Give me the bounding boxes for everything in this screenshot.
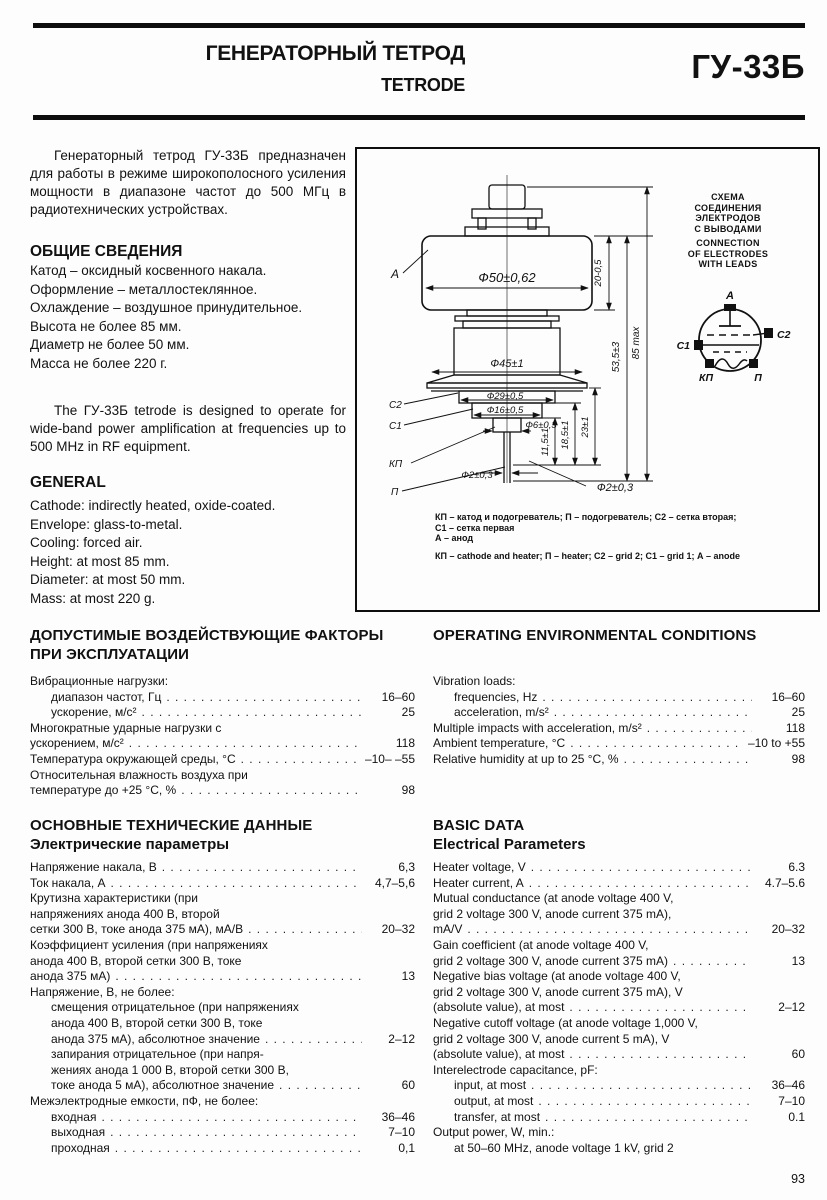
param-wrap-line: анода 400 В, второй сетки 300 В, токе [30,953,242,968]
param-label: Heater voltage, V [433,860,526,874]
dot-leader [569,1000,752,1016]
general-info-line: Envelope: glass-to-metal. [30,516,183,532]
param-label: output, at most [454,1093,534,1108]
section-subheading: Электрические параметры [30,836,230,853]
param-value: 20–32 [771,922,805,937]
param-row [30,705,415,721]
general-info-list-en [30,497,360,608]
param-row [433,1063,805,1079]
param-rows [30,674,415,799]
param-wrap-line: Negative cutoff voltage (at anode voltage 1,000 V, [433,1015,698,1030]
dim-label-h85: 85 max [631,326,642,360]
param-label: input, at most [454,1078,527,1093]
schematic-title-line: ЭЛЕКТРОДОВ [695,213,761,223]
dot-leader [554,705,752,721]
param-label: acceleration, m/s² [454,705,549,720]
dim-label-h23: 23±1 [580,416,591,438]
param-wrap-line: запирания отрицательное (при напря- [51,1047,264,1062]
dot-leader [279,1078,362,1094]
param-wrap-line: Многократные ударные нагрузки с [30,720,222,735]
dot-leader [542,690,752,706]
tube-model: ГУ-33Б [691,48,805,85]
schematic-title-line: CONNECTION [696,238,760,248]
param-row [433,1094,805,1110]
param-row [433,876,805,892]
param-row [30,876,415,892]
param-rows [433,674,805,768]
dot-leader [129,736,362,752]
param-value: 25 [791,705,805,720]
dot-leader [110,1125,362,1141]
param-value: 0,1 [398,1140,415,1155]
param-label: анода 375 мА) [30,969,111,984]
general-info-line: Diameter: at most 50 mm. [30,572,186,587]
param-label: Ток накала, А [30,875,106,890]
param-label: (absolute value), at most [433,1000,565,1015]
param-value: 25 [401,705,415,720]
param-row [433,860,805,876]
schematic-pin-label-heater: П [754,372,762,384]
param-row [30,721,415,752]
param-wrap-lines [30,768,415,784]
drawing-legend-en [435,551,807,562]
dot-leader [538,1094,752,1110]
section-basic-data-ru [30,816,415,1155]
dim-label-d50: Ф50±0,62 [478,270,536,285]
param-label: (absolute value), at most [433,1047,565,1062]
param-wrap-line: Крутизна характеристики (при [30,891,198,906]
title-russian: ГЕНЕРАТОРНЫЙ ТЕТРОД [205,42,465,65]
param-label: анода 375 мА), абсолютное значение [51,1031,260,1046]
heading-general-ru: ОБЩИЕ СВЕДЕНИЯ [30,243,183,260]
lead-label-kp: КП [389,459,403,470]
param-row [30,1110,415,1126]
param-label: frequencies, Hz [454,689,538,704]
param-row [30,938,415,985]
param-label: ускорением, м/с² [30,736,124,751]
dim-label-d6: Ф6±0,3 [525,420,557,431]
dot-leader [265,1032,362,1048]
dim-label-d2-right: Ф2±0,3 [596,482,634,494]
param-value: 4,7–5,6 [374,875,415,890]
dimension-lines [402,187,653,491]
legend-line: КП – катод и подогреватель; П – подогреватель; С2 – сетка вторая; [435,512,737,522]
param-value: 118 [785,720,805,735]
general-info-line: Оформление – металлостеклянное. [30,281,258,297]
param-wrap-line: Gain coefficient (at anode voltage 400 V, [433,937,649,952]
param-label: Multiple impacts with acceleration, m/s² [433,720,642,735]
param-wrap-line: анода 400 В, второй сетки 300 В, токе [51,1015,263,1030]
dot-leader [545,1110,752,1126]
general-info-line: Высота не более 85 мм. [30,318,182,334]
param-wrap-line: Коэффициент усиления (при напряжениях [30,937,268,952]
param-value: 2–12 [778,1000,805,1015]
schematic-title-line: СХЕМА [711,192,745,202]
param-label: Vibration loads: [433,674,516,688]
page-number: 93 [791,1172,805,1186]
param-wrap-line: Относительная влажность воздуха при [30,767,248,782]
dot-leader [673,954,752,970]
param-label: ускорение, м/с² [51,705,137,720]
param-wrap-lines [30,721,415,737]
param-row [433,938,805,969]
param-label: Напряжение накала, В [30,860,157,874]
dim-label-d29: Ф29±0,5 [486,391,524,402]
param-row [433,969,805,1016]
param-value: 16–60 [381,689,415,704]
general-info-line: Cooling: forced air. [30,535,143,550]
schematic-title-ru [655,192,801,234]
param-row [433,736,805,752]
param-row [433,674,805,690]
param-row [433,721,805,737]
param-wrap-line: grid 2 voltage 300 V, anode current 375 mA), [433,906,672,921]
section-basic-data-en [433,816,805,1155]
general-info-line: Охлаждение – воздушное принудительное. [30,300,303,315]
param-wrap-lines [433,938,805,954]
param-value: 36–46 [381,1109,415,1124]
param-rows [433,860,805,1156]
param-label: Ambient temperature, °C [433,736,566,751]
param-row [30,1047,415,1094]
param-label: Heater current, A [433,875,524,890]
schematic-pin-label-grid1: С1 [676,340,690,352]
param-label: Напряжение, В, не более: [30,984,175,999]
param-value: 0.1 [788,1109,805,1124]
dim-label-d45: Ф45±1 [490,358,524,370]
general-info-line: Height: at most 85 mm. [30,553,170,569]
dot-leader [529,876,752,892]
param-row [433,690,805,706]
section-heading: BASIC DATA [433,817,525,834]
dot-leader [467,922,752,938]
param-label: transfer, at most [454,1109,541,1124]
general-info-line: Cathode: indirectly heated, oxide-coated. [30,498,276,513]
param-rows [30,860,415,1156]
param-label: Output power, W, min.: [433,1125,555,1140]
param-row [433,705,805,721]
param-label: выходная [51,1125,106,1140]
param-label: проходная [51,1140,110,1155]
dot-leader [241,752,360,768]
param-wrap-line: смещения отрицательное (при напряжениях [51,1000,299,1015]
param-row [30,768,415,799]
lead-label-c2: С2 [389,400,402,411]
schematic-title-line: OF ELECTRODES [687,248,769,259]
param-value: 16–60 [771,689,805,704]
dot-leader [531,1078,752,1094]
dot-leader [166,690,362,706]
param-label: grid 2 voltage 300 V, anode current 375 mA) [433,953,669,968]
param-row [30,1125,415,1141]
param-wrap-lines [433,969,805,1000]
param-wrap-line: grid 2 voltage 300 V, anode current 5 mA), V [433,1031,670,1046]
lead-label-p: П [391,487,399,498]
param-row [30,1141,415,1157]
param-row [433,752,805,768]
param-wrap-line: напряжениях анода 400 В, второй [30,906,220,921]
legend-line: А – анод [435,533,474,543]
param-label: Вибрационные нагрузки: [30,674,169,688]
section-heading: OPERATING ENVIRONMENTAL CONDITIONS [433,627,757,644]
schematic-title-en [655,238,801,270]
legend-line: С1 – сетка первая [435,522,515,533]
general-info-line: Масса не более 220 г. [30,355,168,371]
dim-label-h18: 18,5±1 [560,420,571,450]
param-row [30,690,415,706]
param-value: 13 [401,969,415,984]
intro-paragraph-en: The ГУ-33Б tetrode is designed to operate for wide-band power amplification at frequencies up to 500 MHz in RF equipment. [30,403,346,454]
param-value: 60 [401,1078,415,1093]
param-label: температуре до +25 °С, % [30,783,177,798]
param-wrap-lines [30,938,415,969]
schematic-pin-label-anode: А [726,290,734,302]
param-label: at 50–60 MHz, anode voltage 1 kV, grid 2 [454,1140,674,1155]
param-label: Межэлектродные емкости, пФ, не более: [30,1093,259,1108]
param-value: 13 [791,953,805,968]
general-info-list-ru [30,262,360,373]
param-value: 118 [395,736,415,751]
param-row [433,1016,805,1063]
param-value: 7–10 [778,1093,805,1108]
param-row [30,1094,415,1110]
param-row [433,1110,805,1126]
drawing-legend-ru [435,512,807,544]
dot-leader [624,752,752,768]
dot-leader [569,1047,752,1063]
dot-leader [162,860,362,876]
param-label: Температура окружающей среды, °С [30,751,236,766]
param-value: 60 [791,1047,805,1062]
legend-line: КП – cathode and heater; П – heater; С2 – grid 2; С1 – grid 1; А – anode [435,551,741,561]
general-info-line: Катод – оксидный косвенного накала. [30,263,267,278]
param-value: 20–32 [381,922,415,937]
heading-general-en: GENERAL [30,474,106,491]
param-wrap-line: Mutual conductance (at anode voltage 400 V, [433,891,674,906]
param-row [30,674,415,690]
dot-leader [570,736,743,752]
param-row [433,891,805,938]
section-environmental-en [433,626,805,766]
param-wrap-line: жениях анода 1 000 В, второй сетки 300 В, [51,1062,289,1077]
param-row [30,1000,415,1047]
param-row [433,1078,805,1094]
param-label: токе анода 5 мА), абсолютное значение [51,1078,275,1093]
dot-leader [101,1110,362,1126]
param-value: –10– –55 [364,751,415,766]
param-wrap-lines [433,1016,805,1047]
param-wrap-line: grid 2 voltage 300 V, anode current 375 mA), V [433,984,683,999]
top-rule [33,23,805,28]
param-row [433,1141,805,1157]
dim-label-h20: 20-0,5 [593,259,604,287]
param-row [30,752,415,768]
param-value: 7–10 [388,1125,415,1140]
title-english: TETRODE [381,75,465,95]
lead-label-c1: С1 [389,421,402,432]
param-row [30,860,415,876]
param-label: диапазон частот, Гц [51,689,162,704]
schematic-title-line: СОЕДИНЕНИЯ [694,202,762,213]
general-info-line: Mass: at most 220 g. [30,590,156,606]
dim-label-d2-bottom: Ф2±0,3 [461,470,493,481]
dot-leader [647,721,752,737]
param-value: 36–46 [771,1078,805,1093]
schematic-pin-label-cathode-heater: КП [698,372,714,384]
param-label: Interelectrode capacitance, pF: [433,1062,598,1077]
intro-paragraph-ru: Генераторный тетрод ГУ-33Б предназначен для работы в режиме широкополосного усиления мощности в диапазоне частот до 500 МГц в радиотехнических устройствах. [30,148,346,217]
anode-pointer-label: А [391,267,400,281]
param-value: 4.7–5.6 [764,875,805,890]
param-row [30,985,415,1001]
param-value: 98 [791,751,805,766]
param-row [30,891,415,938]
dim-label-h11: 11,5±1 [540,427,551,457]
param-value: –10 to +55 [747,736,805,751]
param-wrap-lines [30,891,415,922]
section-subheading: Electrical Parameters [433,836,586,853]
param-value: 6,3 [398,860,415,874]
param-value: 98 [401,783,415,798]
param-wrap-lines [51,1000,415,1031]
section-heading: ОСНОВНЫЕ ТЕХНИЧЕСКИЕ ДАННЫЕ [30,817,313,834]
param-label: Relative humidity at up to 25 °C, % [433,751,619,766]
dot-leader [142,705,362,721]
dot-leader [248,922,362,938]
section-environmental-ru [30,626,415,798]
param-label: сетки 300 В, токе анода 375 мА), мА/В [30,922,244,937]
param-wrap-lines [51,1047,415,1078]
dot-leader [181,783,362,799]
header-titles [140,42,465,96]
dot-leader [111,876,363,892]
dot-leader [115,969,362,985]
param-value: 2–12 [388,1031,415,1046]
param-label: mA/V [433,922,463,937]
section-heading: ДОПУСТИМЫЕ ВОЗДЕЙСТВУЮЩИЕ ФАКТОРЫ ПРИ ЭКСПЛУАТАЦИИ [30,627,384,663]
general-info-line: Диаметр не более 50 мм. [30,337,190,352]
dot-leader [531,860,752,876]
electrode-schematic [677,290,791,384]
param-value: 6.3 [788,860,805,874]
param-wrap-line: Negative bias voltage (at anode voltage 400 V, [433,969,681,984]
param-row [433,1125,805,1141]
schematic-title-line: С ВЫВОДАМИ [694,223,762,234]
dot-leader [115,1141,362,1157]
schematic-title-line: WITH LEADS [698,259,758,269]
param-label: входная [51,1109,97,1124]
dim-label-h53: 53,5±3 [611,341,622,373]
param-wrap-lines [433,891,805,922]
dim-label-d16: Ф16±0,5 [486,405,524,416]
schematic-pin-label-grid2: С2 [777,329,791,341]
header-bottom-rule [33,115,805,120]
